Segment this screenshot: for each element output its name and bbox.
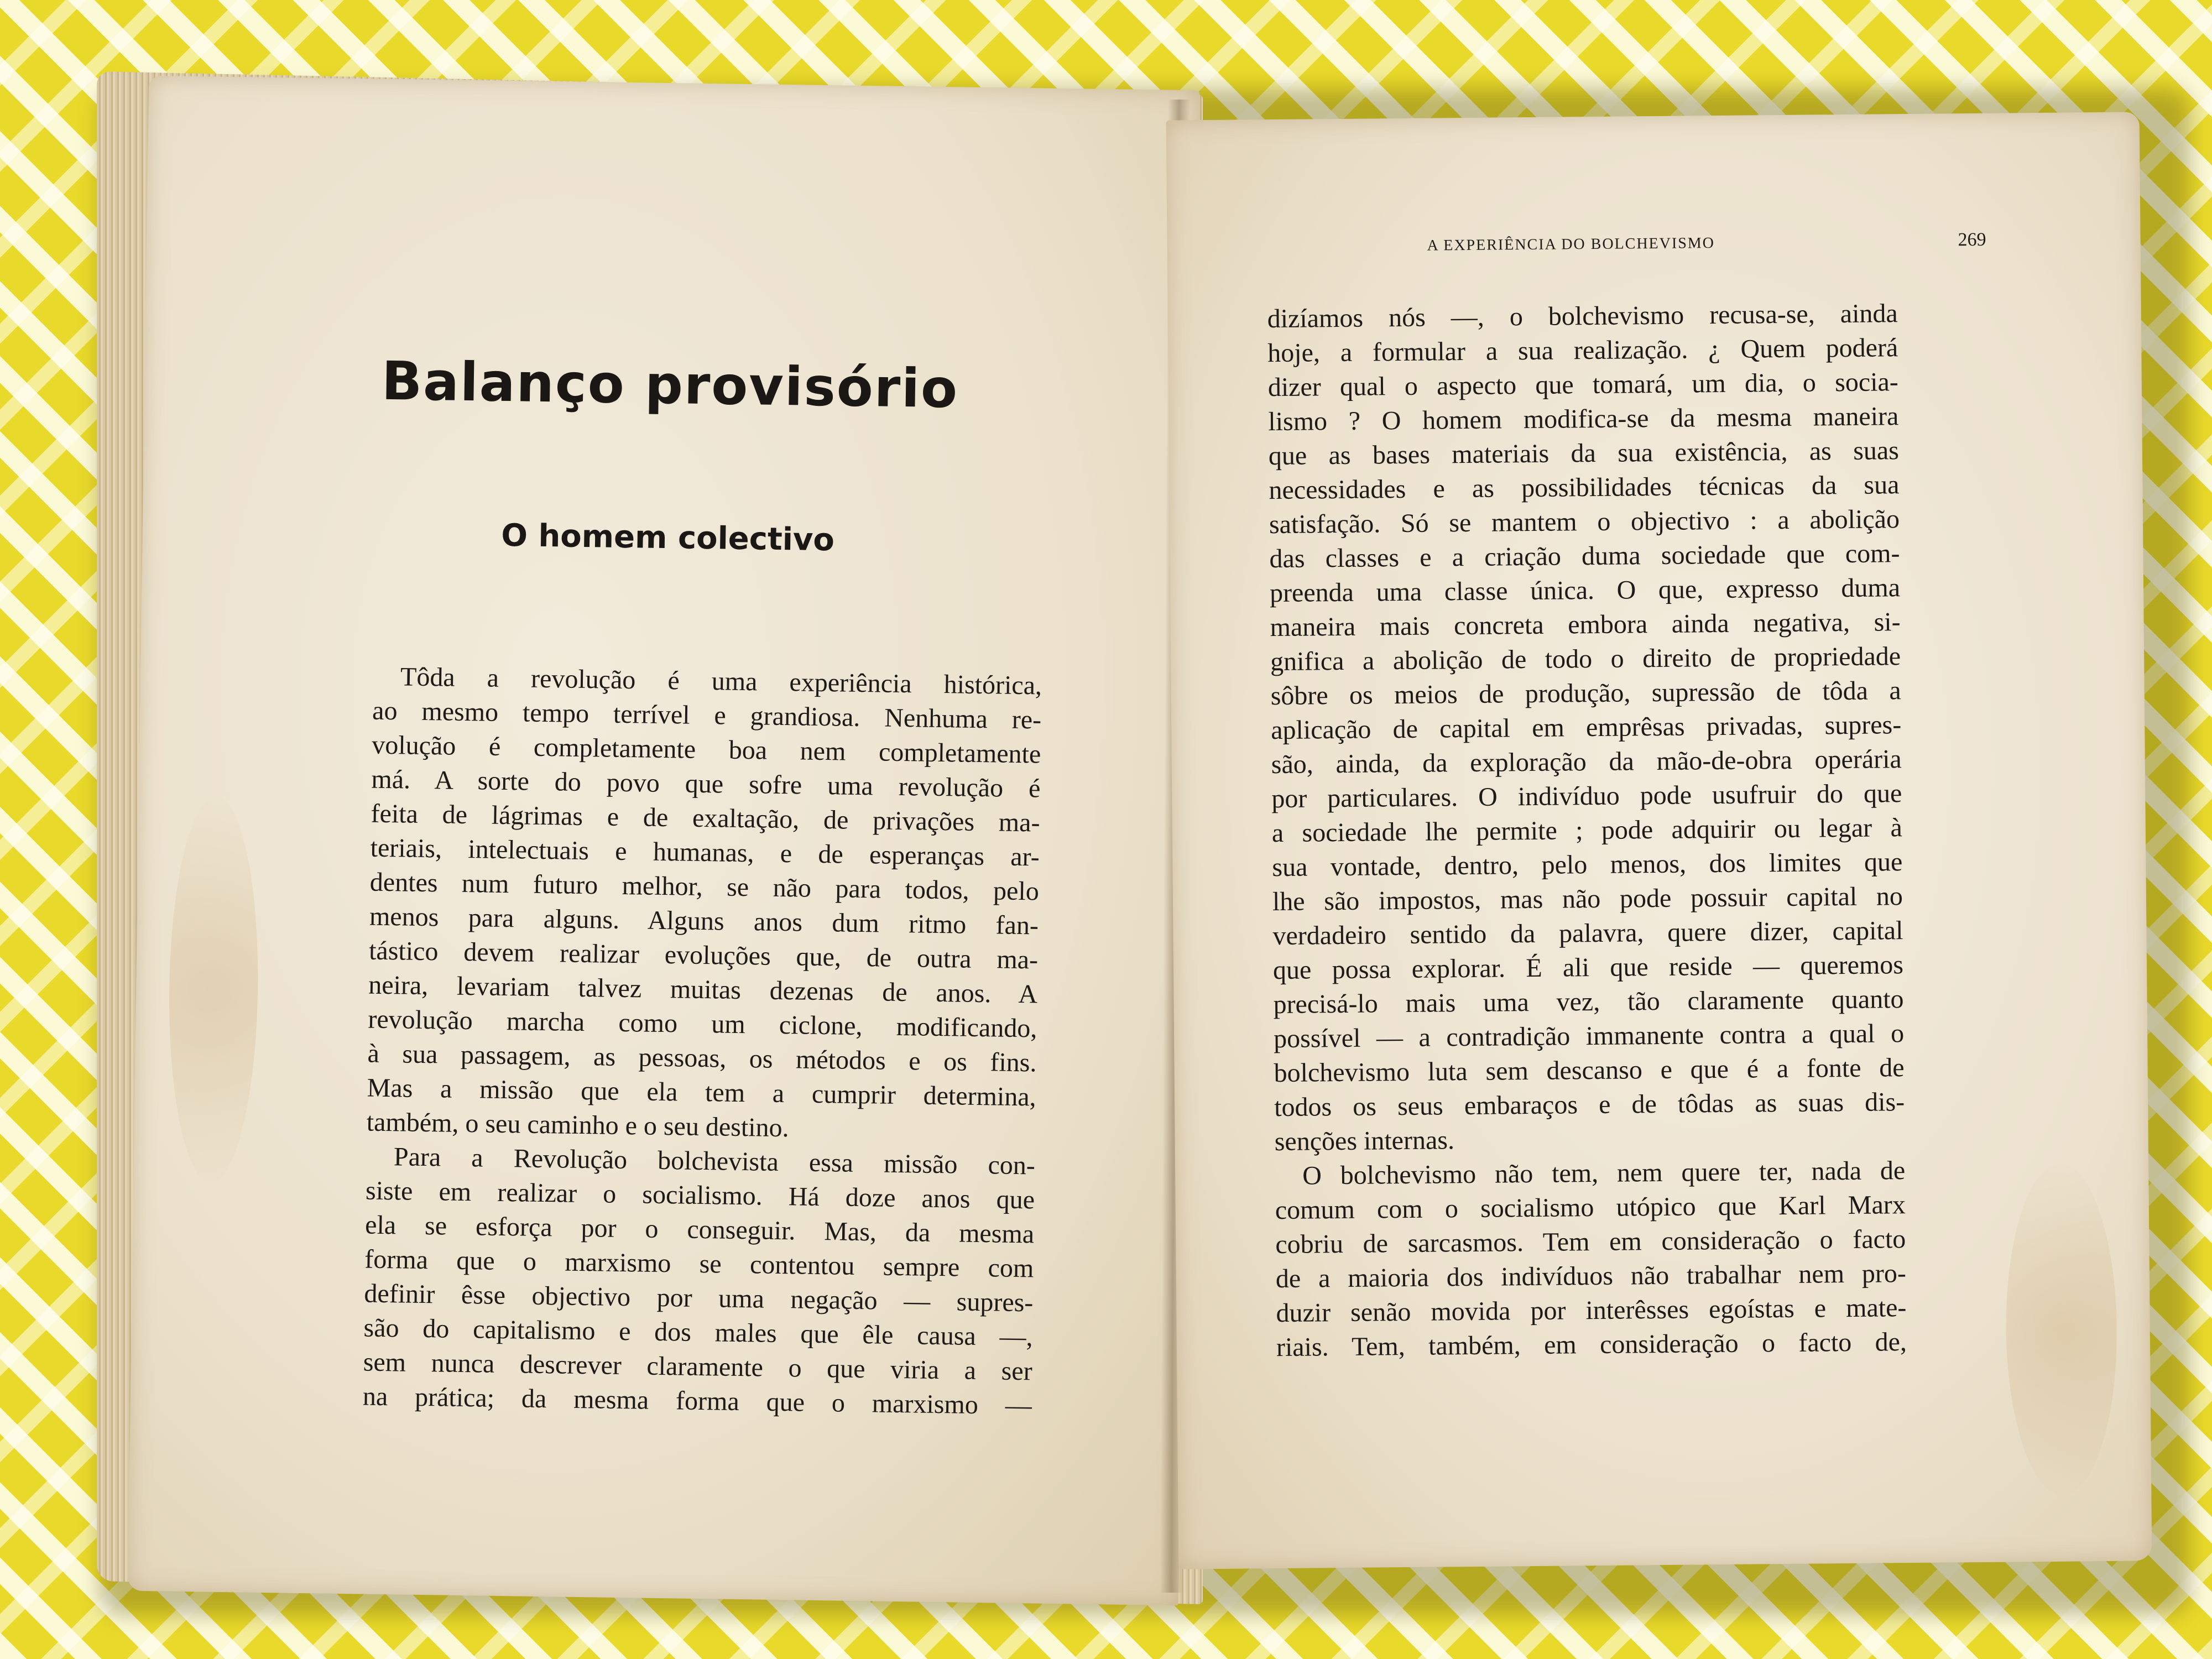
text-line: maneira mais concreta embora ainda negativa, si- bbox=[1270, 607, 1901, 643]
text-line: revolução marcha como um ciclone, modificando, bbox=[368, 1004, 1037, 1044]
right-body-text bbox=[1267, 296, 1907, 1365]
text-line: feita de lágrimas e de exaltação, de privações ma- bbox=[371, 799, 1040, 838]
chapter-title: Balanço provisório bbox=[381, 349, 959, 420]
text-line: neira, levariam talvez muitas dezenas de anos. A bbox=[368, 970, 1038, 1009]
text-line: à sua passagem, as pessoas, os métodos e os fins. bbox=[367, 1039, 1037, 1078]
text-line: sôbre os meios de produção, supressão de tôda a bbox=[1270, 676, 1901, 711]
text-line: também, o seu caminho e o seu destino. bbox=[366, 1107, 789, 1143]
text-line: má. A sorte do povo que sofre uma revolução é bbox=[371, 764, 1041, 804]
text-line: aplicação de capital em emprêsas privadas, supres- bbox=[1271, 710, 1902, 745]
text-line: cobriu de sarcasmos. Tem em consideração o facto bbox=[1275, 1224, 1906, 1260]
text-line: por particulares. O indivíduo pode usufruir do que bbox=[1271, 779, 1902, 814]
text-line: Para a Revolução bolchevista essa missão con- bbox=[393, 1142, 1036, 1181]
left-body-text bbox=[362, 660, 1042, 1423]
text-line: Tôda a revolução é uma experiência histórica, bbox=[400, 662, 1042, 701]
text-line: riais. Tem, também, em consideração o facto de, bbox=[1276, 1327, 1907, 1363]
text-line: a sociedade lhe permite ; pode adquirir ou legar à bbox=[1271, 813, 1903, 848]
text-line: volução é completamente boa nem completamente bbox=[371, 730, 1041, 769]
text-line: precisá-lo mais uma vez, tão claramente quanto bbox=[1273, 984, 1904, 1020]
text-line: todos os seus embaraços e de tôdas as suas dis- bbox=[1274, 1087, 1905, 1123]
text-line: sem nunca descrever claramente o que viria a ser bbox=[363, 1347, 1033, 1386]
text-line: na prática; da mesma forma que o marxismo — bbox=[362, 1381, 1032, 1421]
text-line: menos para alguns. Alguns anos dum ritmo fan- bbox=[369, 901, 1039, 941]
text-line: preenda uma classe única. O que, expresso duma bbox=[1269, 573, 1901, 608]
text-line: dizíamos nós —, o bolchevismo recusa-se, ainda bbox=[1267, 299, 1898, 334]
text-line: definir êsse objectivo por uma negação — supres- bbox=[364, 1279, 1034, 1318]
text-line: de a maioria dos indivíduos não trabalhar nem pro- bbox=[1275, 1259, 1907, 1294]
text-line: comum com o socialismo utópico que Karl Marx bbox=[1275, 1190, 1906, 1225]
text-line: hoje, a formular a sua realização. ¿ Quem poderá bbox=[1267, 333, 1898, 368]
text-line: teriais, intelectuais e humanas, e de esperanças ar- bbox=[370, 833, 1040, 872]
text-line: dizer qual o aspecto que tomará, um dia, o socia- bbox=[1267, 367, 1899, 403]
text-line: Mas a missão que ela tem a cumprir determina, bbox=[367, 1073, 1036, 1112]
text-line: tástico devem realizar evoluções que, de outra ma- bbox=[368, 936, 1039, 975]
page-number: 269 bbox=[1958, 229, 1986, 251]
text-line: senções internas. bbox=[1274, 1125, 1455, 1157]
section-title: O homem colectivo bbox=[500, 517, 835, 559]
text-line: forma que o marxismo se contentou sempre com bbox=[364, 1244, 1034, 1284]
text-line: sua vontade, dentro, pelo menos, dos limites que bbox=[1272, 847, 1903, 883]
text-line: que as bases materiais da sua existência, as suas bbox=[1268, 436, 1900, 471]
text-line: possível — a contradição immanente contra a qual o bbox=[1273, 1019, 1905, 1054]
text-line: verdadeiro sentido da palavra, quere dizer, capital bbox=[1272, 916, 1903, 951]
right-page bbox=[1166, 112, 2152, 1569]
left-page bbox=[128, 76, 1199, 1605]
text-line: ela se esforça por o conseguir. Mas, da mesma bbox=[364, 1210, 1035, 1249]
text-line: das classes e a criação duma sociedade que com- bbox=[1269, 539, 1900, 574]
text-line: dentes num futuro melhor, se não para todos, pelo bbox=[369, 867, 1040, 906]
text-line: lismo ? O homem modifica-se da mesma maneira bbox=[1268, 401, 1899, 437]
text-line: siste em realizar o socialismo. Há doze anos que bbox=[365, 1176, 1035, 1215]
text-line: duzir senão movida por interêsses egoístas e mate- bbox=[1276, 1293, 1907, 1328]
text-line: gnifica a abolição de todo o direito de propriedade bbox=[1270, 641, 1901, 677]
text-line: O bolchevismo não tem, nem quere ter, nada de bbox=[1302, 1156, 1906, 1191]
text-line: são do capitalismo e dos males que êle causa —, bbox=[363, 1313, 1033, 1352]
running-head: A EXPERIÊNCIA DO BOLCHEVISMO bbox=[1427, 234, 1715, 254]
text-line: satisfação. Só se mantem o objectivo : a abolição bbox=[1269, 504, 1900, 540]
text-line: lhe são impostos, mas não pode possuir capital no bbox=[1272, 881, 1903, 917]
page-stain bbox=[2005, 1163, 2118, 1496]
text-line: são, ainda, da exploração da mão-de-obra operária bbox=[1271, 744, 1902, 780]
text-line: necessidades e as possibilidades técnicas da sua bbox=[1269, 470, 1900, 505]
text-line: ao mesmo tempo terrível e grandiosa. Nenhuma re- bbox=[372, 696, 1042, 735]
text-line: bolchevismo luta sem descanso e que é a fonte de bbox=[1274, 1053, 1905, 1088]
text-line: que possa explorar. É ali que reside — queremos bbox=[1272, 950, 1904, 985]
page-stain bbox=[166, 795, 260, 1183]
